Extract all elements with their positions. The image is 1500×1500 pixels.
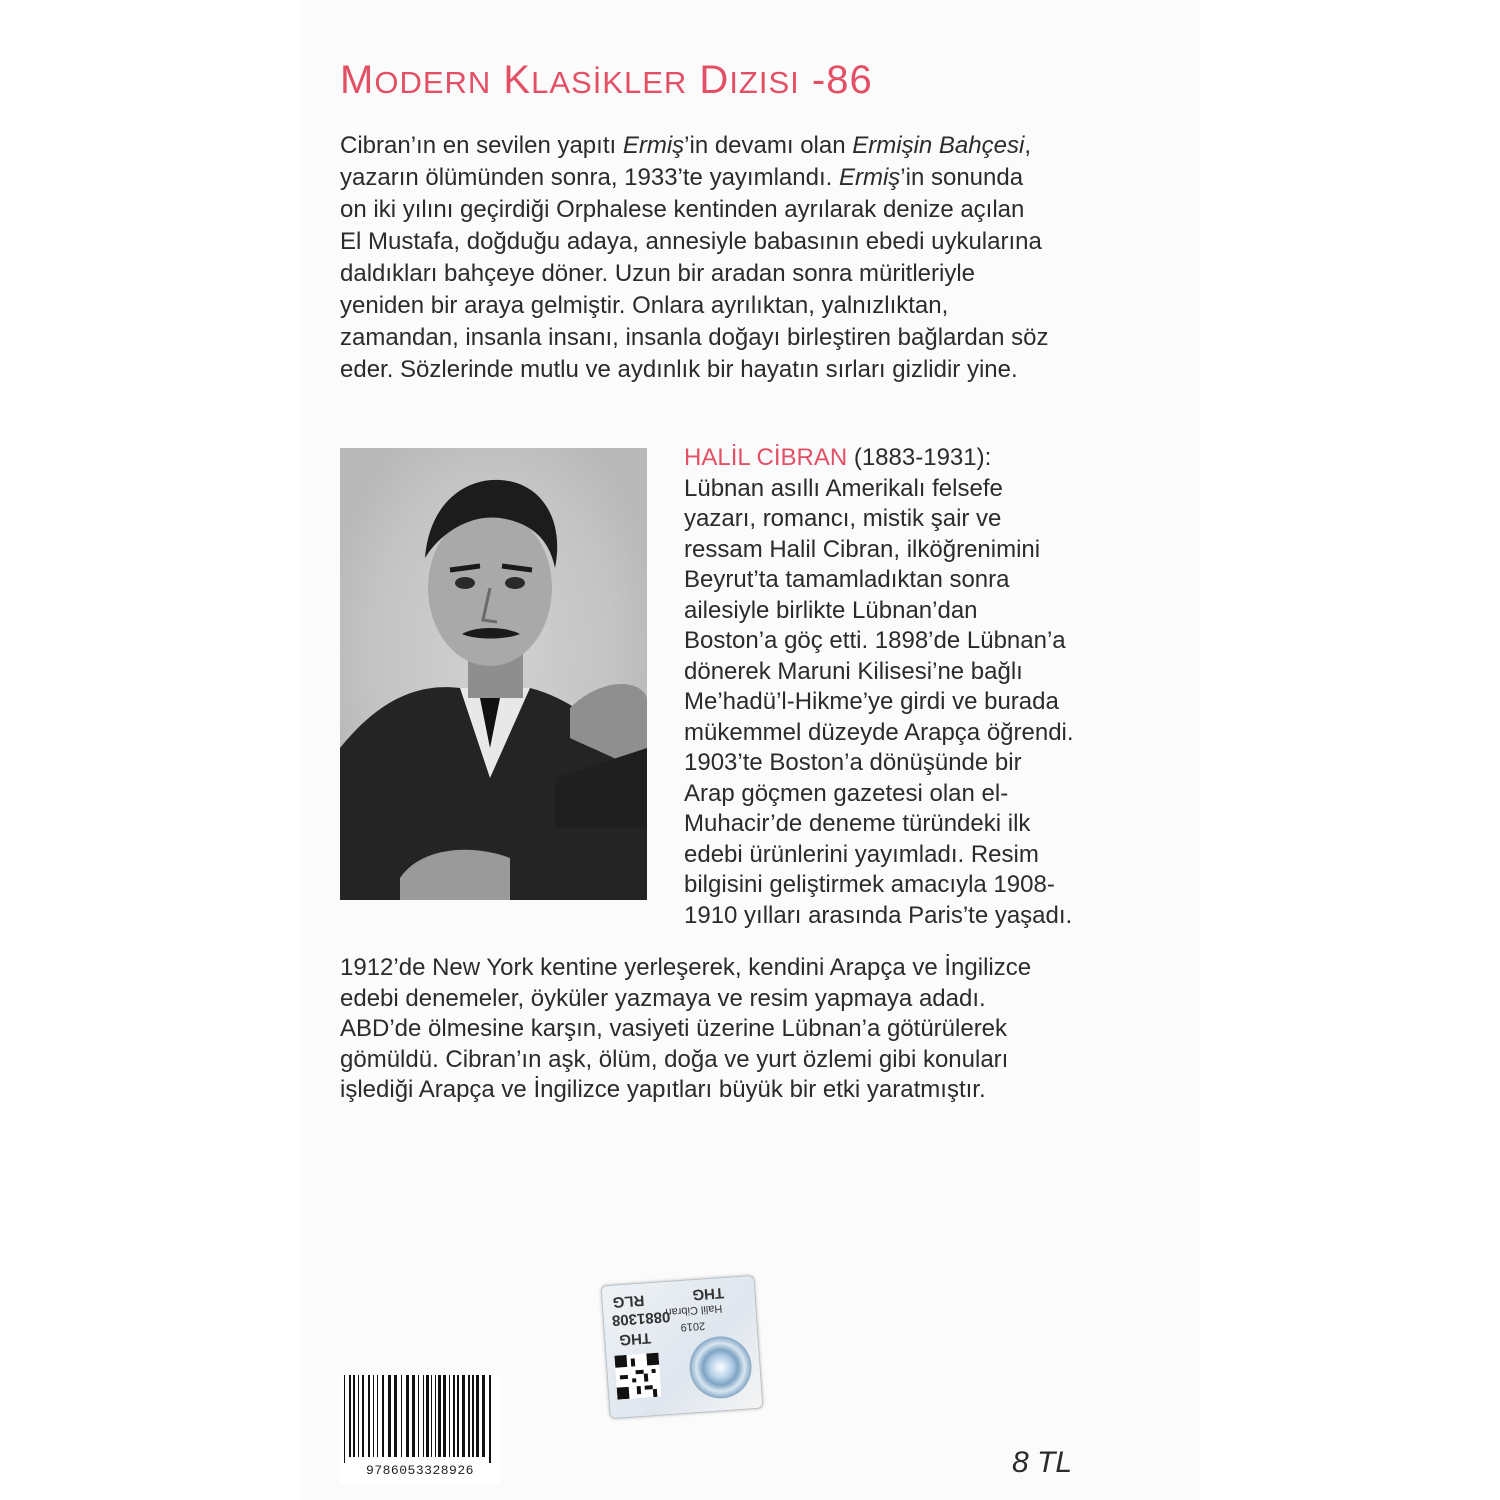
author-portrait — [340, 448, 647, 900]
barcode-bar — [443, 1375, 446, 1457]
bio-line: işlediği Arapça ve İngilizce yapıtları büyük bir etki yaratmıştır. — [340, 1076, 986, 1103]
bio-line: 1903’te Boston’a dönüşünde bir — [684, 749, 1022, 776]
synopsis-line: yazarın ölümünden sonra, 1933’te yayımlandı. Ermiş’in sonunda — [340, 164, 1024, 191]
bio-line: 1910 yılları arasında Paris’te yaşadı. — [684, 901, 1073, 929]
bio-line: 1912’de New York kentine yerleşerek, kendini Arapça ve İngilizce — [340, 954, 1032, 981]
bio-line: yazarı, romancı, mistik şair ve — [684, 505, 1002, 532]
sticker-number: 0881308 — [611, 1307, 671, 1329]
barcode-bar — [438, 1375, 441, 1457]
isbn-number: 9786053328926 — [366, 1463, 474, 1478]
bio-line: edebi ürünlerini yayımladı. Resim — [684, 840, 1039, 868]
bio-line: Muhacir’de deneme türündeki ilk — [684, 810, 1031, 837]
bio-line: Lübnan asıllı Amerikalı felsefe — [684, 474, 1003, 502]
bio-line: gömüldü. Cibran’ın aşk, ölüm, doğa ve yurt özlemi gibi konuları — [340, 1045, 1009, 1073]
barcode-bar — [358, 1375, 359, 1457]
author-bio-intro — [684, 443, 1134, 931]
bio-line: ABD’de ölmesine karşın, vasiyeti üzerine Lübnan’a götürülerek — [340, 1015, 1008, 1042]
bio-line: Beyrut’ta tamamladıktan sonra — [684, 566, 1010, 593]
barcode-bar — [394, 1375, 397, 1457]
sticker-code: THG — [618, 1329, 652, 1349]
bio-line: dönerek Maruni Kilisesi’ne bağlı — [684, 657, 1023, 685]
barcode-bar — [431, 1375, 432, 1457]
bio-line: mükemmel düzeyde Arapça öğrendi. — [684, 718, 1074, 746]
barcode-bar — [423, 1375, 424, 1457]
authentication-sticker — [601, 1275, 764, 1419]
barcode-bar — [382, 1375, 384, 1457]
bio-line: Boston’a göç etti. 1898’de Lübnan’a — [684, 627, 1066, 654]
synopsis-line: zamandan, insanla insanı, insanla doğayı birleştiren bağlardan söz — [340, 324, 1049, 351]
barcode-bar — [373, 1375, 374, 1457]
barcode-bar — [401, 1375, 402, 1457]
barcode-bar — [368, 1375, 370, 1457]
barcode-bar — [406, 1375, 409, 1457]
bio-line: bilgisini geliştirmek amacıyla 1908- — [684, 871, 1055, 898]
qr-code-icon — [614, 1353, 661, 1400]
synopsis-line: El Mustafa, doğduğu adaya, annesiyle babasının ebedi uykularına — [340, 228, 1042, 255]
barcode-bar — [344, 1375, 345, 1463]
barcode-bar — [449, 1375, 450, 1457]
author-years: (1883-1931): — [847, 444, 992, 471]
barcode-bar — [435, 1375, 436, 1457]
barcode-bar — [388, 1375, 391, 1457]
bio-heading — [684, 443, 1134, 474]
bio-line: Me’hadü’l-Hikme’ye girdi ve burada — [684, 688, 1059, 715]
synopsis-line: yeniden bir araya gelmiştir. Onlara ayrılıktan, yalnızlıktan, — [340, 292, 949, 319]
barcode-bar — [418, 1375, 419, 1457]
barcode-bar — [453, 1375, 455, 1457]
barcode-bar — [426, 1375, 429, 1457]
bio-line: ressam Halil Cibran, ilköğrenimini — [684, 535, 1041, 563]
barcode-bars — [340, 1375, 500, 1463]
price-label: 8 TL — [1012, 1446, 1073, 1479]
barcode-bar — [377, 1375, 378, 1457]
sticker-small-text: Halil Cibran — [665, 1302, 723, 1319]
bio-line: ailesiyle birlikte Lübnan’dan — [684, 596, 978, 624]
barcode-bar — [468, 1375, 470, 1457]
barcode-bar — [412, 1375, 415, 1457]
barcode-bar — [462, 1375, 465, 1457]
series-title: MODERN KLASİKLER DIZISI -86 — [340, 58, 873, 102]
synopsis-line: on iki yılını geçirdiği Orphalese kentinden ayrılarak denize açılan — [340, 196, 1025, 223]
barcode-bar — [482, 1375, 485, 1457]
author-name: HALİL CİBRAN — [684, 444, 848, 471]
synopsis-line: daldıkları bahçeye döner. Uzun bir aradan sonra müritleriyle — [340, 260, 976, 287]
sticker-year: 2019 — [680, 1319, 706, 1334]
synopsis-line: eder. Sözlerinde mutlu ve aydınlık bir hayatın sırları gizlidir yine. — [340, 356, 1018, 383]
barcode-bar — [476, 1375, 479, 1457]
author-bio-continued — [340, 953, 1140, 1106]
barcode-bar — [472, 1375, 474, 1457]
bio-line: edebi denemeler, öyküler yazmaya ve resim yapmaya adadı. — [340, 984, 986, 1012]
bio-line: Arap göçmen gazetesi olan el- — [684, 779, 1009, 807]
barcode-bar — [457, 1375, 459, 1457]
barcode-bar — [362, 1375, 364, 1457]
hologram-icon — [687, 1334, 753, 1400]
synopsis-line: Cibran’ın en sevilen yapıtı Ermiş’in devamı olan Ermişin Bahçesi, — [340, 132, 1031, 159]
barcode-bar — [353, 1375, 355, 1457]
barcode-bar — [489, 1375, 491, 1463]
barcode-bar — [349, 1375, 351, 1457]
synopsis-paragraph — [340, 130, 1130, 386]
sticker-suffix: RLG — [612, 1291, 645, 1311]
sticker-code-top: THG — [691, 1283, 725, 1304]
